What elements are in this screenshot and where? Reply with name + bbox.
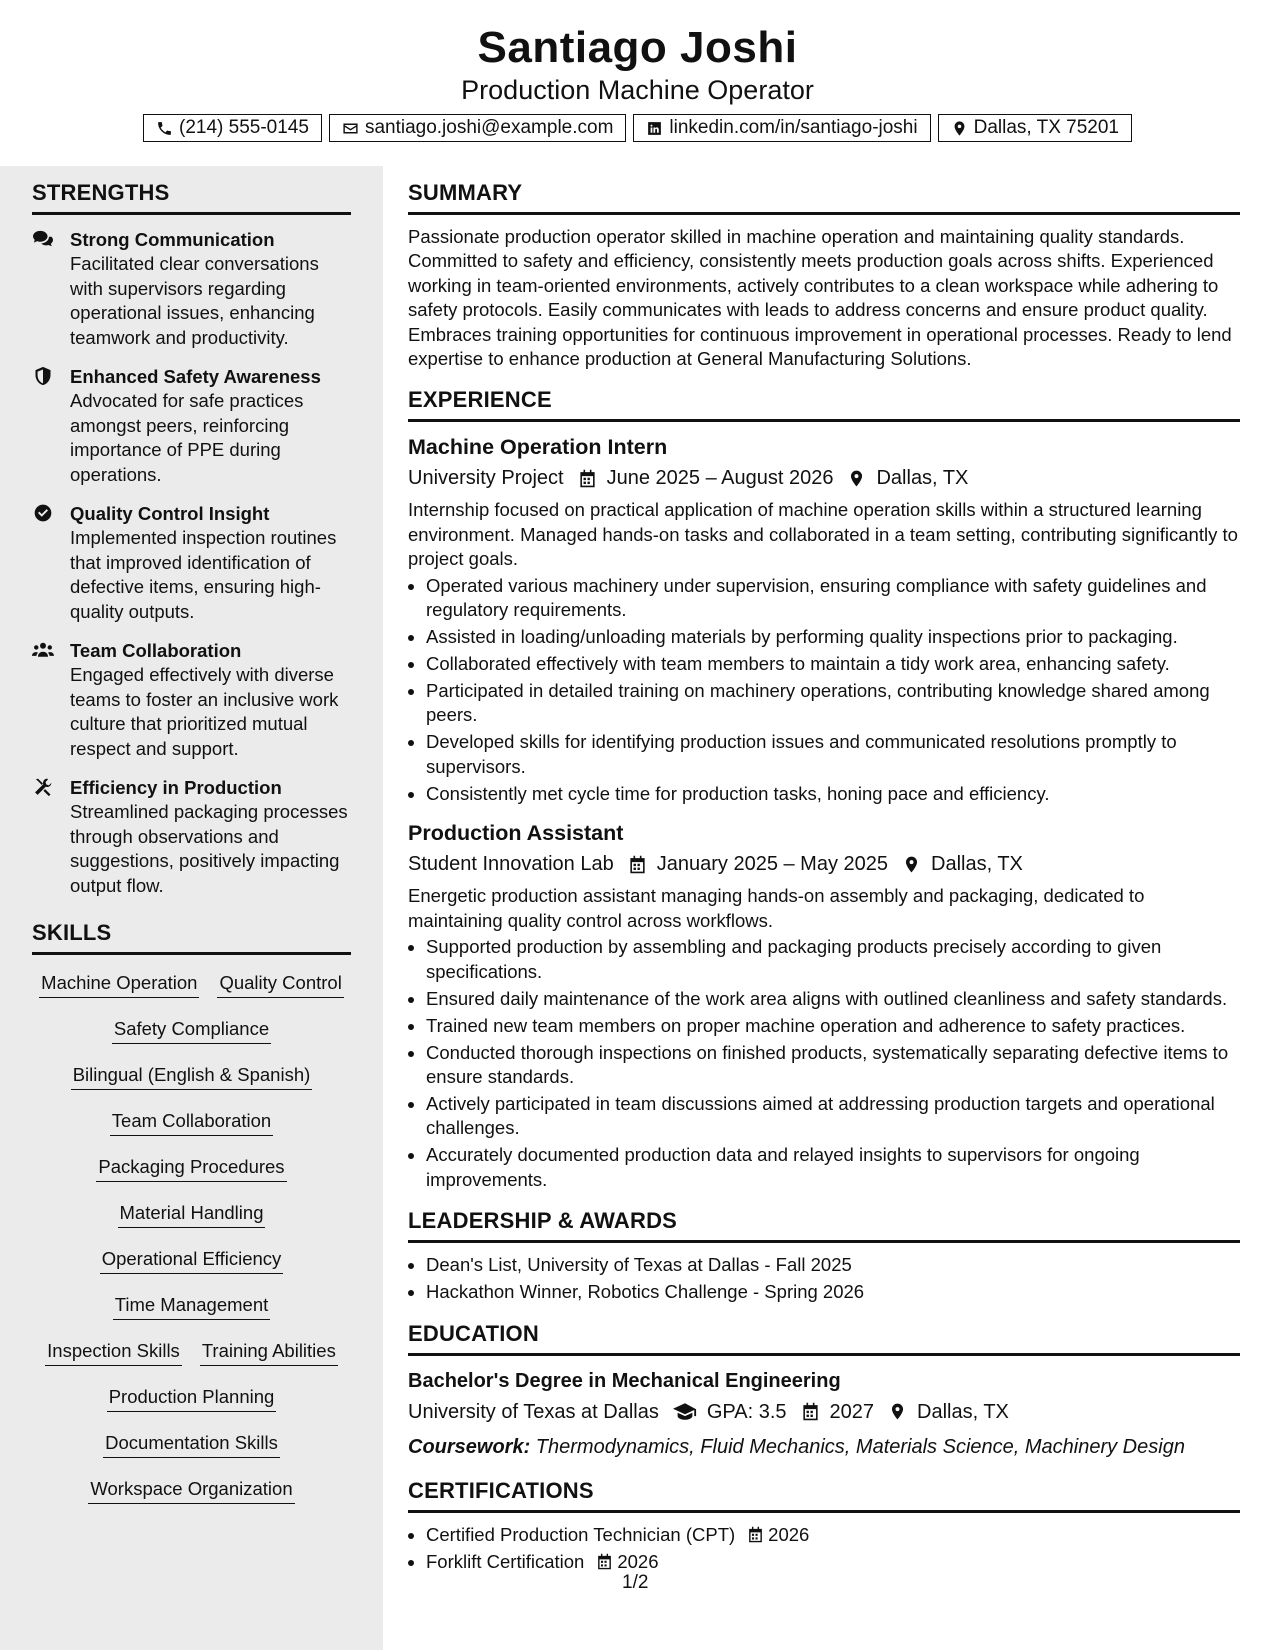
certifications-heading: CERTIFICATIONS [408, 1478, 1240, 1513]
email-text: santiago.joshi@example.com [364, 117, 614, 138]
skill-tag: Material Handling [118, 1197, 266, 1228]
job-location: Dallas, TX [876, 467, 969, 490]
shield-icon [32, 366, 54, 386]
job-org: University Project [408, 467, 564, 490]
cert-year: 2026 [617, 1550, 659, 1572]
candidate-name: Santiago Joshi [477, 23, 798, 72]
linkedin-text: linkedin.com/in/santiago-joshi [669, 117, 918, 138]
map-pin-icon [888, 1402, 907, 1421]
main-column [408, 180, 1240, 1590]
calendar-icon [747, 1526, 764, 1543]
strength-item [32, 227, 351, 350]
education-heading: EDUCATION [408, 1321, 1240, 1356]
job-meta [408, 848, 1240, 880]
experience-section [408, 387, 1240, 1192]
strength-title: Quality Control Insight [70, 503, 270, 524]
list-item: • Supported production by assembling and packaging products precisely according to given specifications. [426, 935, 1240, 984]
graduation-year: 2027 [829, 1400, 875, 1423]
skill-tag: Team Collaboration [110, 1105, 273, 1136]
certifications-list [408, 1523, 1240, 1574]
leadership-list [408, 1253, 1240, 1304]
calendar-icon [628, 855, 647, 874]
skill-tag: Operational Efficiency [100, 1243, 284, 1274]
list-item: • Assisted in loading/unloading materials by performing quality inspections prior to packaging. [426, 625, 1240, 649]
job-description: Energetic production assistant managing hands-on assembly and packaging, dedicated to maintaining quality control across workflows. [408, 885, 1145, 931]
degree-title: Bachelor's Degree in Mechanical Engineering [408, 1369, 841, 1392]
cert-year: 2026 [768, 1523, 810, 1545]
list-item: • Trained new team members on proper machine operation and adherence to safety practices. [426, 1014, 1240, 1038]
job-org: Student Innovation Lab [408, 853, 614, 876]
check-circle-icon [32, 503, 54, 523]
summary-section [408, 180, 1240, 371]
job-dates: January 2025 – May 2025 [656, 853, 889, 876]
strength-desc: Streamlined packaging processes through observations and suggestions, positively impacting output flow. [70, 801, 348, 896]
job-description: Internship focused on practical application of machine operation skills within a structured learning environment. Managed hands-on tasks and collaborated in a team setting, contributing significantly to project goals. [408, 499, 1238, 570]
skill-tag: Safety Compliance [112, 1013, 271, 1044]
list-item [426, 1523, 1240, 1547]
skill-tag: Quality Control [217, 967, 343, 998]
strength-title: Enhanced Safety Awareness [70, 366, 321, 387]
job-location: Dallas, TX [931, 853, 1023, 876]
list-item: • Collaborated effectively with team members to maintain a tidy work area, enhancing safety. [426, 652, 1240, 676]
skill-tag: Bilingual (English & Spanish) [71, 1059, 313, 1090]
education-section [408, 1321, 1240, 1462]
calendar-icon [578, 469, 597, 488]
strengths-heading: STRENGTHS [32, 180, 351, 215]
skills-heading: SKILLS [32, 920, 351, 955]
job-title: Machine Operation Intern [408, 435, 668, 460]
experience-heading: EXPERIENCE [408, 387, 1240, 422]
skill-tag: Packaging Procedures [96, 1151, 286, 1182]
sidebar [0, 166, 383, 1650]
list-item [426, 1550, 1240, 1574]
coursework [408, 1432, 1240, 1462]
skills-list [32, 967, 351, 1519]
strength-desc: Implemented inspection routines that improved identification of defective items, ensuring high-quality outputs. [70, 527, 337, 622]
strength-title: Strong Communication [70, 229, 275, 250]
phone-chip [143, 114, 322, 142]
list-item: • Developed skills for identifying production issues and communicated resolutions promptly to supervisors. [426, 730, 1240, 779]
map-pin-icon [951, 120, 968, 137]
list-item: • Operated various machinery under supervision, ensuring compliance with safety guidelines and regulatory requirements. [426, 574, 1240, 623]
page-number: 1/2 [622, 1572, 649, 1593]
skill-tag: Training Abilities [200, 1335, 338, 1366]
skill-tag: Production Planning [107, 1381, 277, 1412]
map-pin-icon [847, 469, 866, 488]
school-location: Dallas, TX [917, 1400, 1009, 1423]
strength-title: Efficiency in Production [70, 777, 282, 798]
school-name: University of Texas at Dallas [408, 1400, 659, 1423]
skill-tag: Time Management [113, 1289, 271, 1320]
list-item: • Conducted thorough inspections on finished products, systematically separating defective items to ensure standards. [426, 1041, 1240, 1090]
users-icon [32, 640, 54, 660]
phone-icon [156, 120, 173, 137]
list-item: • Accurately documented production data and relayed insights to supervisors for ongoing improvements. [426, 1143, 1240, 1192]
list-item: • Dean's List, University of Texas at Dallas - Fall 2025 [426, 1253, 1240, 1277]
skill-tag: Machine Operation [39, 967, 199, 998]
cert-name: • Forklift Certification [426, 1550, 585, 1572]
tools-icon [32, 777, 54, 797]
skill-tag: Workspace Organization [88, 1473, 294, 1504]
strength-desc: Facilitated clear conversations with supervisors regarding operational issues, enhancing teamwork and productivity. [70, 253, 319, 348]
summary-text: Passionate production operator skilled in machine operation and maintaining quality standards. Committed to safety and efficiency, consistently meets production goals across shifts. Experienced working in team-oriented environments, actively contributes to a clean workspace while adhering to safety protocols. Easily communicates with leads to address concerns and ensure product quality. Embraces training opportunities for continuous improvement in operational processes. Ready to lend expertise to enhance production at General Manufacturing Solutions. [408, 226, 1232, 370]
job-title-header: Production Machine Operator [461, 75, 814, 105]
job-entry [408, 818, 1240, 1192]
skill-tag: Inspection Skills [45, 1335, 182, 1366]
chat-icon [32, 229, 54, 249]
job-meta [408, 462, 1240, 494]
linkedin-icon [646, 120, 663, 137]
strength-item [32, 501, 351, 624]
strength-desc: Engaged effectively with diverse teams to foster an inclusive work culture that prioritized mutual respect and support. [70, 664, 339, 759]
coursework-list: Thermodynamics, Fluid Mechanics, Materials Science, Machinery Design [530, 1435, 1185, 1458]
graduation-cap-icon [673, 1402, 697, 1421]
leadership-heading: LEADERSHIP & AWARDS [408, 1208, 1240, 1243]
list-item: • Participated in detailed training on machinery operations, contributing knowledge shared among peers. [426, 679, 1240, 728]
gpa-text: GPA: 3.5 [706, 1400, 787, 1423]
strength-item [32, 364, 351, 487]
strength-item [32, 775, 351, 898]
summary-heading: SUMMARY [408, 180, 1240, 215]
list-item: • Actively participated in team discussions aimed at addressing production targets and operational challenges. [426, 1092, 1240, 1141]
list-item: • Ensured daily maintenance of the work area aligns with outlined cleanliness and safety standards. [426, 987, 1240, 1011]
contact-bar [0, 114, 1275, 142]
job-dates: June 2025 – August 2026 [606, 467, 834, 490]
cert-name: • Certified Production Technician (CPT) [426, 1523, 736, 1545]
linkedin-chip[interactable] [633, 114, 930, 142]
job-title: Production Assistant [408, 821, 624, 846]
job-bullets [408, 574, 1240, 807]
calendar-icon [596, 1553, 613, 1570]
location-text: Dallas, TX 75201 [973, 117, 1119, 138]
envelope-icon [342, 120, 359, 137]
skill-tag: Documentation Skills [103, 1427, 280, 1458]
strength-desc: Advocated for safe practices amongst peers, reinforcing importance of PPE during operations. [70, 390, 304, 485]
list-item: • Consistently met cycle time for production tasks, honing pace and efficiency. [426, 782, 1240, 806]
strength-title: Team Collaboration [70, 640, 242, 661]
email-chip[interactable] [329, 114, 626, 142]
strength-item [32, 638, 351, 761]
education-meta [408, 1396, 1240, 1428]
location-chip [938, 114, 1132, 142]
calendar-icon [801, 1402, 820, 1421]
coursework-label: Coursework: [408, 1435, 531, 1458]
list-item: • Hackathon Winner, Robotics Challenge - Spring 2026 [426, 1280, 1240, 1304]
job-bullets [408, 935, 1240, 1192]
job-entry [408, 432, 1240, 806]
map-pin-icon [902, 855, 921, 874]
leadership-section [408, 1208, 1240, 1304]
phone-text: (214) 555-0145 [179, 117, 309, 138]
certifications-section [408, 1478, 1240, 1574]
